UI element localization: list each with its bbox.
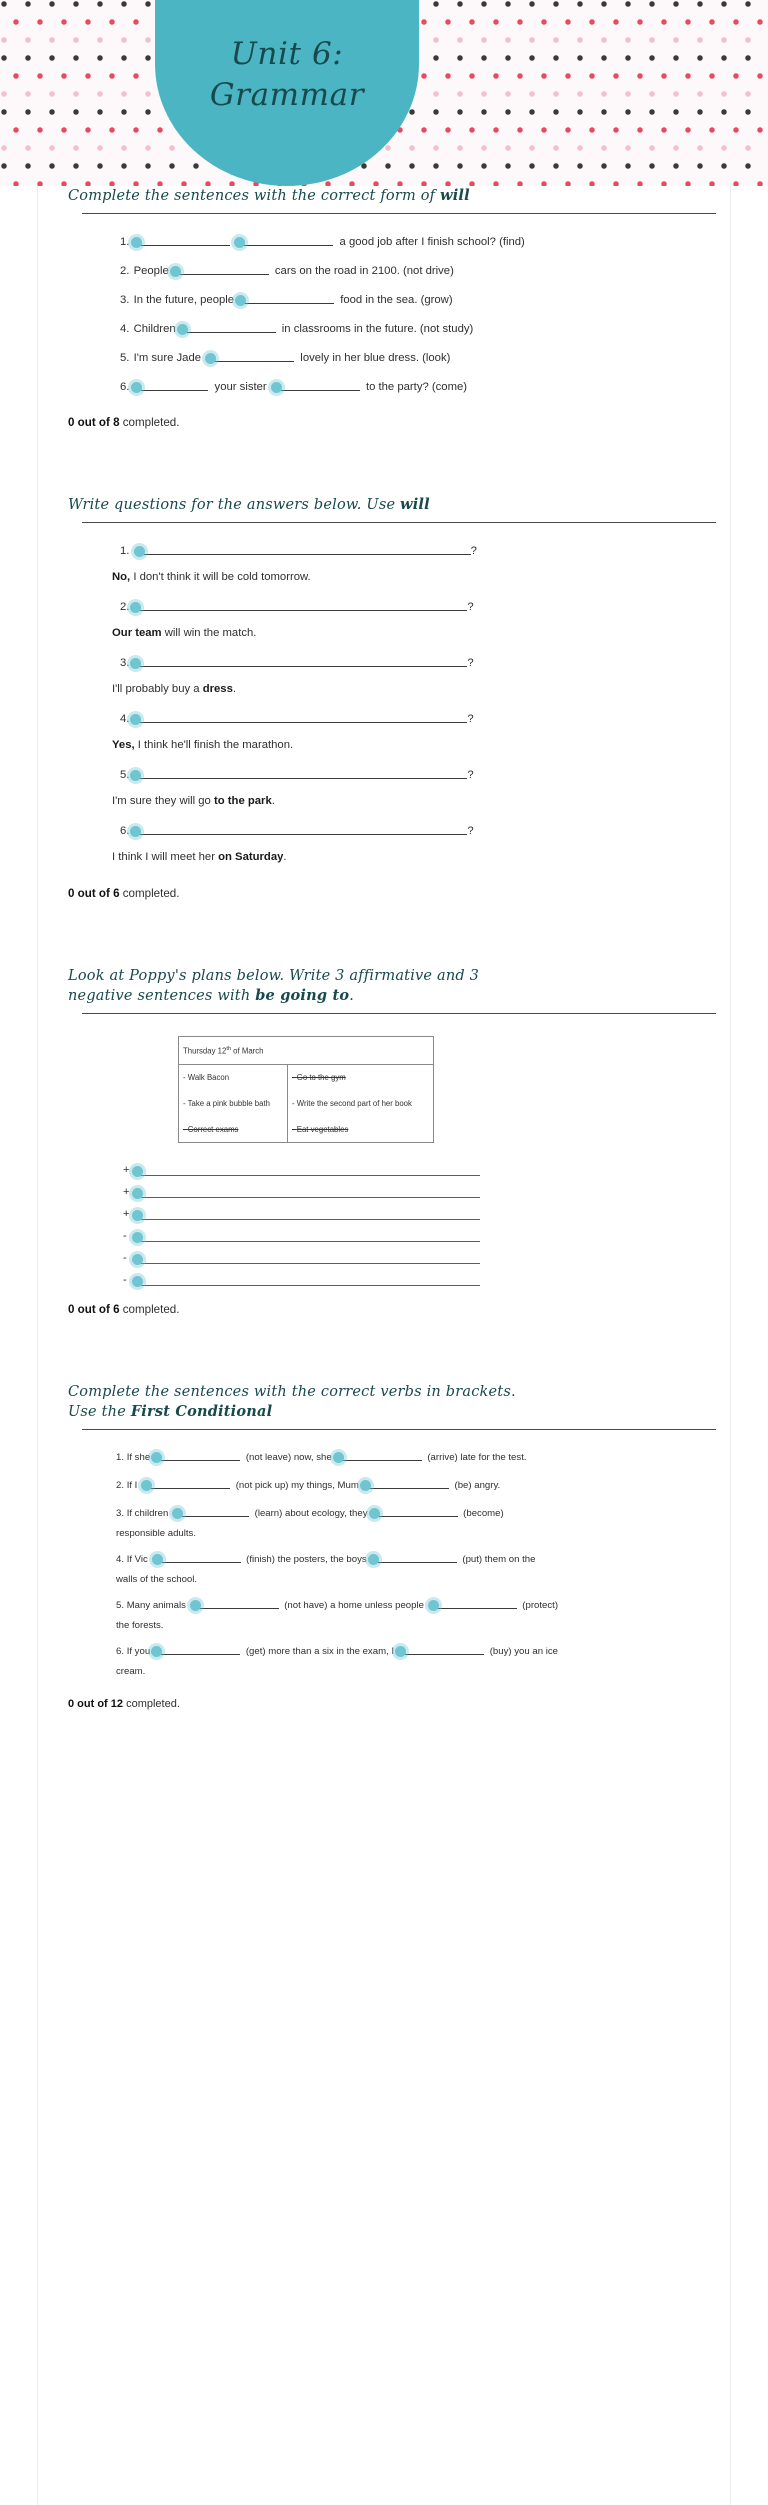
input-focus-dot-icon[interactable] [428, 1600, 439, 1611]
status-count: 0 out of 6 [68, 887, 120, 900]
answer-blank[interactable] [148, 1478, 230, 1489]
exercise-item [68, 1552, 700, 1567]
item-text: (arrive) late for the test. [424, 1451, 527, 1463]
input-focus-dot-icon[interactable] [234, 237, 245, 248]
item-text: If children [126, 1507, 169, 1519]
answer-blank[interactable] [158, 1450, 240, 1461]
exercise-1-status [68, 408, 700, 429]
input-focus-dot-icon[interactable] [369, 1508, 380, 1519]
question-line [68, 655, 700, 669]
item-text: Many animals [126, 1599, 186, 1611]
answer-highlight: Yes, [112, 739, 135, 751]
input-focus-dot-icon[interactable] [235, 295, 246, 306]
answer-highlight: to the park [213, 795, 272, 807]
worksheet-content [38, 186, 730, 1750]
item-number: 5. [116, 1599, 125, 1611]
exercise-1 [38, 186, 730, 429]
item-number: 3. [120, 294, 130, 306]
item-text: I'm sure Jade [133, 352, 202, 364]
input-focus-dot-icon[interactable] [172, 1508, 183, 1519]
plan-item-completed: - Go to the gym [292, 1070, 428, 1085]
answer-line [68, 683, 700, 695]
table-header-cell [179, 1037, 434, 1065]
item-text: (protect) [519, 1599, 559, 1611]
input-focus-dot-icon[interactable] [132, 1276, 143, 1287]
answer-blank[interactable] [137, 711, 467, 723]
question-mark: ? [467, 825, 474, 837]
exercise-2-title-text: Write questions for the answers below. Use [68, 497, 401, 513]
answer-line [68, 627, 700, 639]
item-number: 6. [116, 1645, 125, 1657]
plan-item: - Write the second part of her book [292, 1096, 428, 1111]
sentence-answer-row [68, 1163, 700, 1185]
answer-blank[interactable] [141, 1163, 480, 1176]
exercise-item [68, 321, 700, 337]
input-focus-dot-icon[interactable] [368, 1554, 379, 1565]
sentence-answer-row [68, 1207, 700, 1229]
item-text: your sister [211, 381, 270, 393]
poppy-plans-table [178, 1036, 434, 1143]
answer-blank[interactable] [137, 823, 467, 835]
page-title-line2: Grammar [209, 77, 365, 113]
item-continuation: walls of the school. [116, 1573, 198, 1585]
item-text: (get) more than a six in the exam, I [243, 1645, 395, 1657]
input-focus-dot-icon[interactable] [132, 1254, 143, 1265]
answer-blank[interactable] [138, 234, 230, 246]
item-text: (be) angry. [451, 1479, 501, 1491]
status-text: completed. [119, 1302, 180, 1316]
answer-highlight: dress [202, 683, 233, 695]
answer-blank[interactable] [375, 1552, 457, 1563]
answer-blank[interactable] [137, 767, 467, 779]
plan-item-completed: - Eat vegetables [292, 1122, 428, 1137]
table-date-label: Thursday 12 [183, 1046, 227, 1056]
worksheet-sheet [38, 0, 730, 2505]
answer-blank[interactable] [141, 1185, 480, 1198]
sentence-answer-row [68, 1273, 700, 1295]
answer-blank[interactable] [138, 379, 208, 391]
question-mark: ? [467, 713, 474, 725]
exercise-3-title-line1: Look at Poppy's plans below. Write 3 affirmative and 3 [68, 968, 480, 984]
exercise-1-title-text: Complete the sentences with the correct form of [68, 188, 441, 204]
answer-text: I think he'll finish the marathon. [134, 739, 294, 751]
item-number: 3. [120, 657, 130, 669]
table-row [179, 1037, 434, 1065]
item-number: 4. [120, 323, 130, 335]
input-focus-dot-icon[interactable] [360, 1480, 371, 1491]
answer-blank[interactable] [137, 655, 467, 667]
sentence-answer-row [68, 1251, 700, 1273]
item-text: (put) them on the [459, 1553, 536, 1565]
section-spacer [38, 429, 730, 495]
exercise-3-title-text: negative sentences with [68, 988, 256, 1004]
exercise-3-title-suffix: . [349, 988, 355, 1004]
table-date-ordinal: th [226, 1046, 232, 1052]
item-text: People [133, 265, 169, 277]
status-count: 0 out of 6 [68, 1302, 120, 1316]
exercise-2-title [68, 495, 700, 519]
status-text: completed. [119, 887, 180, 900]
exercise-3-status [68, 1295, 700, 1316]
exercise-item [68, 1598, 700, 1613]
item-number: 6. [120, 825, 130, 837]
answer-blank[interactable] [212, 350, 294, 362]
answer-blank[interactable] [159, 1552, 241, 1563]
answer-blank[interactable] [141, 1207, 480, 1220]
answer-highlight: No, [112, 571, 131, 583]
answer-blank[interactable] [278, 379, 360, 391]
table-row [179, 1064, 434, 1142]
answer-blank[interactable] [137, 599, 467, 611]
page-title [155, 34, 419, 116]
input-focus-dot-icon[interactable] [130, 714, 141, 725]
item-text: (not pick up) my things, Mum [233, 1479, 359, 1491]
exercise-3-title-line2 [68, 986, 700, 1006]
exercise-item [68, 1478, 700, 1493]
exercise-3-title [68, 966, 700, 1010]
table-date-rest: of March [231, 1046, 264, 1056]
polarity-sign: - [123, 1229, 127, 1242]
answer-blank[interactable] [402, 1644, 484, 1655]
answer-text: I think I will meet her [112, 851, 219, 863]
section-spacer [38, 900, 730, 966]
input-focus-dot-icon[interactable] [152, 1554, 163, 1565]
exercise-item [68, 350, 700, 366]
input-focus-dot-icon[interactable] [130, 770, 141, 781]
answer-highlight: Our team [112, 627, 162, 639]
question-mark: ? [470, 545, 477, 557]
answer-blank[interactable] [141, 1273, 480, 1286]
exercise-3-answer-lines [68, 1163, 700, 1295]
item-text: Children [133, 323, 176, 335]
answer-blank[interactable] [179, 1506, 249, 1517]
item-text: (finish) the posters, the boys [243, 1553, 367, 1565]
answer-line [68, 739, 700, 751]
exercise-item [68, 1450, 700, 1465]
exercise-3 [38, 966, 730, 1316]
item-text: a good job after I finish school? (find) [336, 236, 525, 248]
exercise-1-title [68, 186, 700, 210]
item-number: 1. [120, 236, 130, 248]
exercise-4-title-line2 [68, 1402, 700, 1422]
table-cell-left [179, 1064, 288, 1142]
item-text: cars on the road in 2100. (not drive) [271, 265, 454, 277]
exercise-4-title-line1: Complete the sentences with the correct verbs in brackets. [68, 1383, 516, 1400]
section-spacer [38, 1316, 730, 1382]
question-line [68, 767, 700, 781]
item-text: If Vic [126, 1553, 148, 1565]
input-focus-dot-icon[interactable] [131, 382, 142, 393]
answer-blank[interactable] [141, 543, 471, 555]
input-focus-dot-icon[interactable] [134, 546, 145, 557]
page-title-line1: Unit 6: [230, 36, 344, 72]
exercise-4-status [68, 1690, 700, 1710]
input-focus-dot-icon[interactable] [177, 324, 188, 335]
item-number: 5. [120, 352, 130, 364]
input-focus-dot-icon[interactable] [130, 658, 141, 669]
item-text: If I [126, 1479, 138, 1491]
answer-blank[interactable] [141, 1229, 480, 1242]
input-focus-dot-icon[interactable] [271, 382, 282, 393]
input-focus-dot-icon[interactable] [130, 826, 141, 837]
answer-text: I don't think it will be cold tomorrow. [130, 571, 311, 583]
answer-text: . [283, 851, 287, 863]
item-continuation: cream. [116, 1665, 146, 1677]
input-focus-dot-icon[interactable] [170, 266, 181, 277]
item-number: 6. [120, 381, 130, 393]
polarity-sign: + [123, 1185, 130, 1198]
item-number: 1. [120, 545, 130, 557]
plan-item: - Take a pink bubble bath [183, 1096, 282, 1111]
status-count: 0 out of 12 [68, 1697, 124, 1710]
exercise-2-items [68, 523, 700, 863]
item-number: 5. [120, 769, 130, 781]
exercise-3-divider [82, 1013, 716, 1014]
answer-highlight: on Saturday [218, 851, 284, 863]
answer-text: will win the match. [161, 627, 257, 639]
item-text: (learn) about ecology, they [251, 1507, 368, 1519]
item-text: If she [126, 1451, 151, 1463]
question-mark: ? [467, 657, 474, 669]
table-cell-right [288, 1064, 434, 1142]
exercise-1-items [68, 214, 700, 395]
exercise-item [68, 1506, 700, 1521]
item-number: 2. [116, 1479, 125, 1491]
question-mark: ? [467, 601, 474, 613]
page-header [0, 0, 768, 186]
item-text: in classrooms in the future. (not study) [278, 323, 474, 335]
item-text: If you [126, 1645, 151, 1657]
item-text: (buy) you an ice [487, 1645, 558, 1657]
exercise-item [68, 234, 700, 250]
item-number: 2. [120, 601, 130, 613]
exercise-2-status [68, 879, 700, 900]
exercise-4-title-text: Use the [68, 1403, 131, 1420]
polarity-sign: + [123, 1163, 130, 1176]
item-text: to the party? (come) [362, 381, 468, 393]
input-focus-dot-icon[interactable] [132, 1188, 143, 1199]
answer-blank[interactable] [241, 234, 333, 246]
answer-blank[interactable] [141, 1251, 480, 1264]
exercise-item [68, 379, 700, 395]
item-text: (not have) a home unless people [281, 1599, 424, 1611]
answer-text: . [271, 795, 275, 807]
answer-blank[interactable] [184, 321, 276, 333]
answer-blank[interactable] [340, 1450, 422, 1461]
item-number: 4. [116, 1553, 125, 1565]
exercise-2 [38, 495, 730, 900]
question-line [68, 543, 700, 557]
input-focus-dot-icon[interactable] [132, 1210, 143, 1221]
input-focus-dot-icon[interactable] [132, 1166, 143, 1177]
exercise-2-title-keyword: will [400, 496, 430, 513]
input-focus-dot-icon[interactable] [132, 1232, 143, 1243]
plan-item: - Walk Bacon [183, 1070, 282, 1085]
answer-blank[interactable] [242, 292, 334, 304]
input-focus-dot-icon[interactable] [333, 1452, 344, 1463]
answer-line [68, 795, 700, 807]
question-line [68, 823, 700, 837]
item-text: (become) [460, 1507, 504, 1519]
answer-line [68, 571, 700, 583]
exercise-1-title-keyword: will [440, 187, 470, 204]
sentence-answer-row [68, 1185, 700, 1207]
item-continuation: the forests. [116, 1619, 164, 1631]
input-focus-dot-icon[interactable] [190, 1600, 201, 1611]
item-text: (not leave) now, she [243, 1451, 332, 1463]
item-text: lovely in her blue dress. (look) [297, 352, 451, 364]
answer-blank[interactable] [376, 1506, 458, 1517]
polarity-sign: - [123, 1251, 127, 1264]
input-focus-dot-icon[interactable] [141, 1480, 152, 1491]
plan-item-completed: - Correct exams [183, 1122, 282, 1137]
answer-blank[interactable] [197, 1598, 279, 1609]
answer-blank[interactable] [158, 1644, 240, 1655]
status-count: 0 out of 8 [68, 416, 120, 429]
answer-text: I'm sure they will go [112, 795, 214, 807]
item-continuation: responsible adults. [116, 1527, 196, 1539]
input-focus-dot-icon[interactable] [151, 1646, 162, 1657]
exercise-item [68, 292, 700, 308]
exercise-4-title [68, 1382, 700, 1426]
exercise-3-title-keyword: be going to [255, 987, 350, 1004]
item-text: In the future, people [133, 294, 235, 306]
question-line [68, 599, 700, 613]
item-number: 3. [116, 1507, 125, 1519]
polarity-sign: + [123, 1207, 130, 1220]
input-focus-dot-icon[interactable] [130, 602, 141, 613]
status-text: completed. [119, 416, 180, 429]
item-text: food in the sea. (grow) [337, 294, 453, 306]
status-text: completed. [123, 1697, 180, 1710]
exercise-4 [38, 1382, 730, 1710]
input-focus-dot-icon[interactable] [395, 1646, 406, 1657]
answer-blank[interactable] [435, 1598, 517, 1609]
input-focus-dot-icon[interactable] [131, 237, 142, 248]
question-line [68, 711, 700, 725]
exercise-item [68, 1644, 700, 1659]
item-number: 1. [116, 1451, 125, 1463]
exercise-item [68, 263, 700, 279]
sentence-answer-row [68, 1229, 700, 1251]
item-number: 2. [120, 265, 130, 277]
exercise-4-title-keyword: First Conditional [130, 1402, 273, 1420]
exercise-4-items [68, 1430, 700, 1677]
input-focus-dot-icon[interactable] [151, 1452, 162, 1463]
answer-text: I'll probably buy a [112, 683, 203, 695]
answer-blank[interactable] [177, 263, 269, 275]
answer-text: . [232, 683, 236, 695]
answer-blank[interactable] [367, 1478, 449, 1489]
input-focus-dot-icon[interactable] [205, 353, 216, 364]
item-number: 4. [120, 713, 130, 725]
question-mark: ? [467, 769, 474, 781]
polarity-sign: - [123, 1273, 127, 1286]
answer-line [68, 851, 700, 863]
